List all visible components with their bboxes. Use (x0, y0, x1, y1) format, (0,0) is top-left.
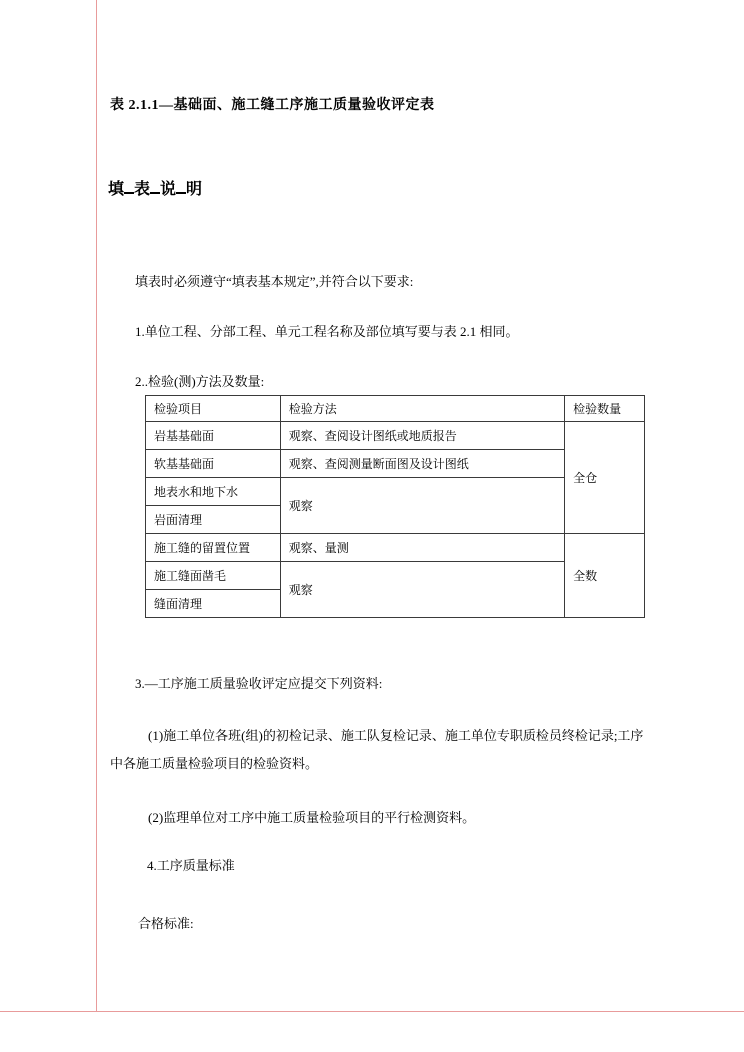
inspection-method-table (145, 395, 645, 618)
table-row (146, 422, 645, 450)
cell-item: 软基基础面 (146, 450, 281, 478)
header-cell-quantity: 检验数量 (565, 396, 645, 422)
left-margin-line (96, 0, 97, 1011)
cell-item: 地表水和地下水 (146, 478, 281, 506)
header-cell-item: 检验项目 (146, 396, 281, 422)
cell-method: 观察、量测 (280, 534, 564, 562)
heading-char: 表 (134, 181, 151, 198)
cell-method: 观察、查阅设计图纸或地质报告 (280, 422, 564, 450)
table-row (146, 534, 645, 562)
intro-paragraph: 填表时必须遵守“填表基本规定”,并符合以下要求: (135, 274, 414, 289)
header-cell-method: 检验方法 (280, 396, 564, 422)
cell-item: 施工缝的留置位置 (146, 534, 281, 562)
cell-item: 施工缝面凿毛 (146, 562, 281, 590)
cell-method-merged: 观察 (280, 478, 564, 534)
heading-underline-gap (150, 180, 160, 194)
list-item-2: 2..检验(测)方法及数量: (135, 374, 265, 389)
cell-quantity-merged: 全数 (565, 534, 645, 618)
section-heading (108, 176, 202, 199)
list-item-3-sub-2: (2)监理单位对工序中施工质量检验项目的平行检测资料。 (148, 810, 476, 825)
table-header-row (146, 396, 645, 422)
qualified-standard-label: 合格标准: (138, 916, 194, 931)
heading-char: 说 (160, 181, 177, 198)
cell-quantity-merged: 全仓 (565, 422, 645, 534)
heading-char: 明 (186, 181, 203, 198)
list-item-3-sub-1: (1)施工单位各班(组)的初检记录、施工队复检记录、施工单位专职质检员终检记录;工序中各施工质量检验项目的检验资料。 (110, 728, 644, 771)
cell-item: 缝面清理 (146, 590, 281, 618)
cell-method-merged: 观察 (280, 562, 564, 618)
heading-underline-gap (176, 180, 186, 194)
document-title: 表 2.1.1—基础面、施工缝工序施工质量验收评定表 (110, 98, 435, 113)
heading-underline-gap (124, 180, 134, 194)
list-item-4: 4.工序质量标准 (147, 858, 235, 873)
list-item-3: 3.—工序施工质量验收评定应提交下列资料: (135, 676, 383, 691)
cell-item: 岩面清理 (146, 506, 281, 534)
cell-method: 观察、查阅测量断面图及设计图纸 (280, 450, 564, 478)
heading-char: 填 (108, 181, 125, 198)
list-item-1: 1.单位工程、分部工程、单元工程名称及部位填写要与表 2.1 相同。 (135, 324, 519, 339)
cell-item: 岩基基础面 (146, 422, 281, 450)
bottom-margin-line (0, 1011, 744, 1012)
